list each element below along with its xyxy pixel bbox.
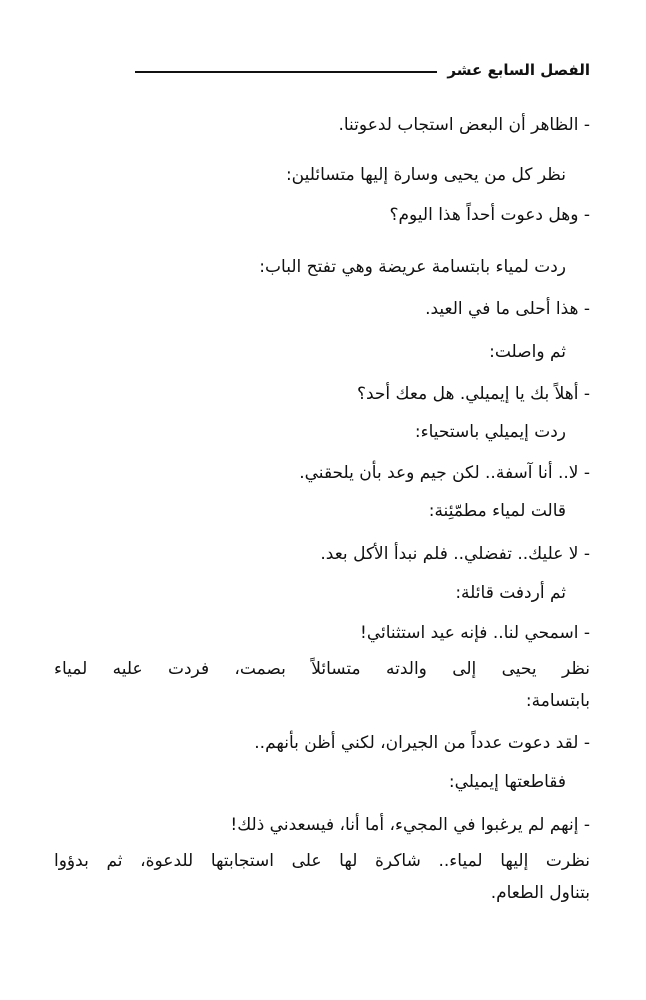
- dialogue-line: - الظاهر أن البعض استجاب لدعوتنا.: [338, 115, 590, 135]
- narration-line: نظرت إليها لمياء.. شاكرة لها على استجابتها للدعوة، ثم بدؤوا: [54, 851, 590, 871]
- dialogue-line: - إنهم لم يرغبوا في المجيء، أما أنا، فيسعدني ذلك!: [230, 815, 590, 835]
- chapter-title: الفصل السابع عشر: [447, 61, 590, 79]
- dialogue-line: - لا.. أنا آسفة.. لكن جيم وعد بأن يلحقني.: [299, 463, 590, 483]
- narration-line: نظر كل من يحيى وسارة إليها متسائلين:: [285, 165, 566, 185]
- dialogue-line: - هذا أحلى ما في العيد.: [425, 299, 590, 319]
- narration-line: نظر يحيى إلى والدته متسائلاً بصمت، فردت عليه لمياء: [54, 659, 590, 679]
- narration-line: ثم أردفت قائلة:: [455, 583, 566, 603]
- narration-line: ثم واصلت:: [489, 342, 566, 362]
- dialogue-line: - اسمحي لنا.. فإنه عيد استثنائي!: [360, 623, 590, 643]
- dialogue-line: - لا عليك.. تفضلي.. فلم نبدأ الأكل بعد.: [320, 544, 590, 564]
- header-rule: [135, 71, 437, 73]
- narration-line: ردت لمياء بابتسامة عريضة وهي تفتح الباب:: [259, 257, 566, 277]
- dialogue-line: - لقد دعوت عدداً من الجيران، لكني أظن بأنهم..: [254, 733, 590, 753]
- narration-line: فقاطعتها إيميلي:: [448, 772, 566, 792]
- narration-line: بتناول الطعام.: [490, 883, 590, 903]
- narration-line: ردت إيميلي باستحياء:: [414, 422, 566, 442]
- dialogue-line: - أهلاً بك يا إيميلي. هل معك أحد؟: [356, 384, 590, 404]
- page-header: [135, 56, 590, 84]
- narration-line: بابتسامة:: [525, 691, 590, 711]
- dialogue-line: - وهل دعوت أحداً هذا اليوم؟: [389, 205, 590, 225]
- narration-line: قالت لمياء مطمّئِنة:: [428, 501, 566, 521]
